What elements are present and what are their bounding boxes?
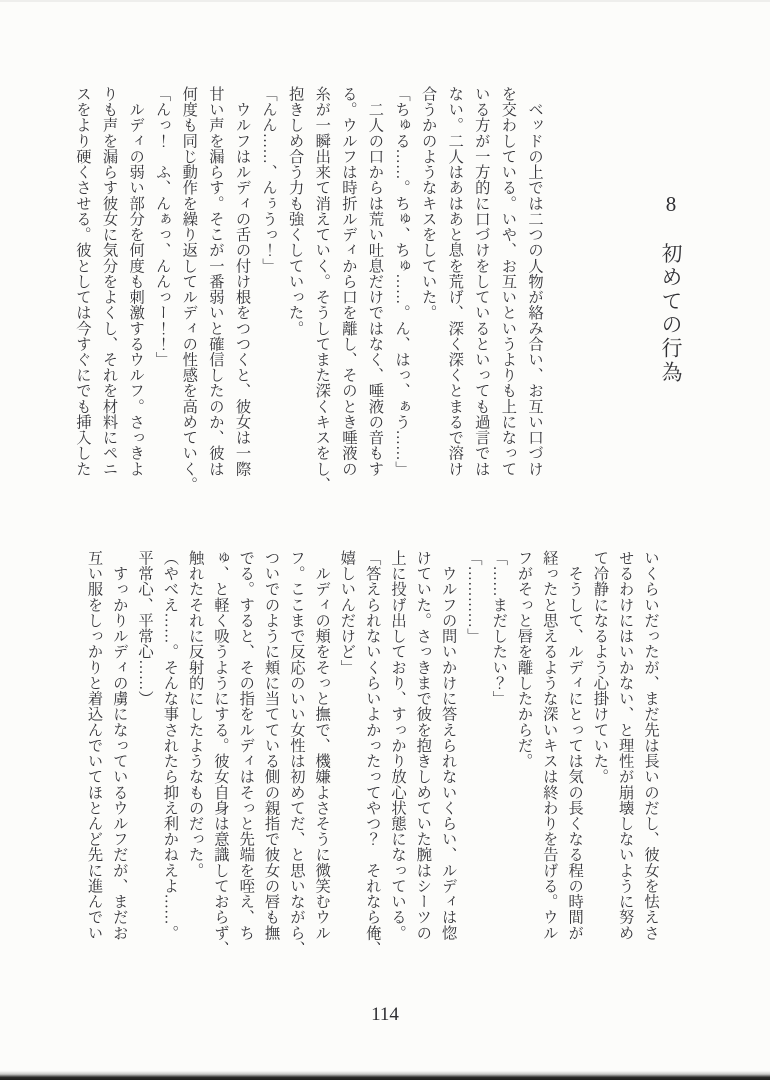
scan-edge-bottom [0, 1071, 770, 1080]
text-column: 合うかのようなキスをしていた。 [419, 86, 437, 321]
scan-edge-top [0, 0, 770, 2]
text-column: りも声を漏らす彼女に気分をよくし、それを材料にペニ [100, 86, 118, 477]
text-column: 「んっ！ ふ、んぁっ、んんっー！！」 [153, 86, 171, 368]
text-column: けていた。さっきまで彼を抱きしめていた腕はシーツの [414, 550, 432, 941]
text-column: スをより硬くさせる。彼としては今すぐにでも挿入した [73, 86, 91, 477]
text-column: 上に投げ出しており、すっかり放心状態になっている。 [389, 550, 407, 941]
top-text-block [68, 86, 547, 493]
text-column: 「答えられないくらいよかったってやつ？ それなら俺、 [363, 550, 381, 957]
text-column: 「ちゅる……。ちゅ、ちゅ……。ん、はっ、ぁう……」 [393, 86, 411, 477]
text-column: を交わしている。いや、お互いというよりも上になって [499, 86, 517, 477]
text-column: 平常心、平常心……） [136, 550, 154, 707]
text-column: ついでのように頬に当てている側の親指で彼女の唇も撫 [262, 550, 280, 941]
text-column: 糸が一瞬出来て消えていく。そうしてまた深くキスをし、 [313, 86, 331, 493]
text-column: ウルフはルディの舌の付け根をつつくと、彼女は一際 [233, 86, 251, 477]
text-column: いくらいだったが、まだ先は長いのだし、彼女を怯えさ [642, 550, 659, 941]
text-column: 「んん……、んぅうっ！」 [260, 86, 278, 274]
text-column: 経ったと思えるような深いキスは終わりを告げる。ウル [540, 550, 558, 941]
text-column: 抱きしめ合う力も強くしていった。 [286, 86, 304, 336]
text-column: ベッドの上では二つの人物が絡み合い、お互い口づけ [526, 86, 543, 477]
page-number: 114 [371, 1004, 399, 1025]
text-column: でる。すると、その指をルディはそっと先端を咥え、ち [237, 550, 255, 941]
text-column: 触れたそれに反射的にしたようなものだった。 [186, 550, 204, 879]
text-column: 「…………」 [464, 550, 482, 644]
text-column: （やべえ……。そんな事されたら抑え利かねえよ……。 [161, 550, 179, 941]
text-column: て冷静になるよう心掛けていた。 [591, 550, 609, 785]
text-column: ルディの頬をそっと撫で、機嫌よさそうに微笑むウル [313, 550, 331, 941]
text-column: ウルフの問いかけに答えられないくらい、ルディは惚 [439, 550, 457, 941]
text-column: そうして、ルディにとっては気の長くなる程の時間が [566, 550, 584, 941]
text-column: すっかりルディの虜になっているウルフだが、まだお [110, 550, 128, 941]
text-column: ルディの弱い部分を何度も刺激するウルフ。さっきよ [127, 86, 145, 477]
chapter-heading: 8 初めての行為 [659, 192, 683, 385]
text-column: 何度も同じ動作を繰り返してルディの性感を高めていく。 [180, 86, 198, 493]
text-column: 互い服をしっかりと着込んでいてほとんど先に進んでい [85, 550, 103, 941]
text-column: ない。二人はあはあと息を荒げ、深く深くとまるで溶け [446, 86, 464, 477]
text-column: いる方が一方的に口づけをしているといっても過言では [472, 86, 490, 477]
text-column: 甘い声を漏らす。そこが一番弱いと確信したのか、彼は [206, 86, 224, 477]
text-column: せるわけにはいかない、と理性が崩壊しないように努め [616, 550, 634, 941]
bottom-text-block [81, 550, 663, 957]
text-column: フ。ここまで反応のいい女性は初めてだ、と思いながら、 [287, 550, 305, 957]
text-column: 「……まだしたい？」 [490, 550, 508, 707]
text-column: ゅ、と軽く吸うようにする。彼女自身は意識しておらず、 [211, 550, 229, 957]
text-column: る。ウルフは時折ルディから口を離し、そのとき唾液の [339, 86, 357, 477]
text-column: フがそっと唇を離したからだ。 [515, 550, 533, 769]
text-column: 二人の口からは荒い吐息だけではなく、唾液の音もす [366, 86, 384, 477]
text-column: 嬉しいんだけど」 [338, 550, 356, 675]
